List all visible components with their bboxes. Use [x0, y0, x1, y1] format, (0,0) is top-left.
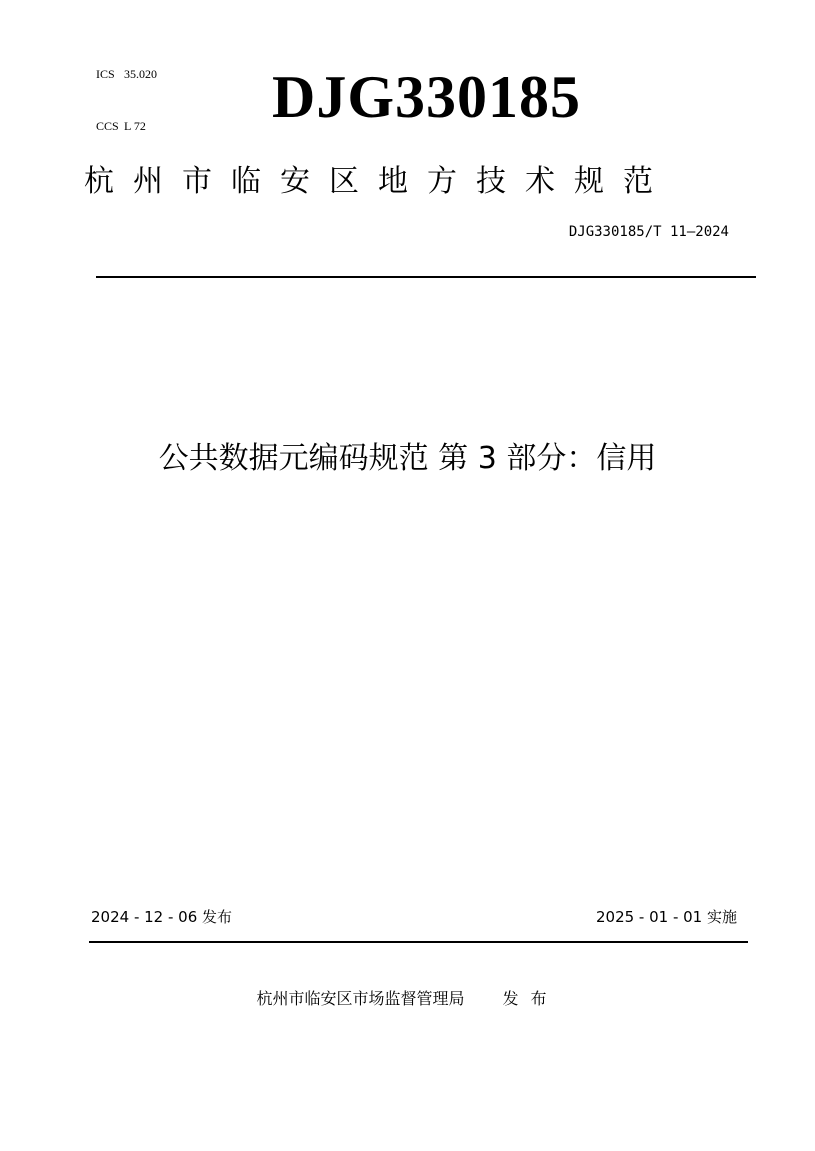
ics-row [96, 67, 157, 89]
standard-category: 杭州市临安区地方技术规范 [84, 164, 672, 199]
publisher-organization: 杭州市临安区市场监督管理局 [256, 989, 465, 1008]
ccs-label: CCS [96, 119, 119, 133]
standard-code: DJG330185 [272, 64, 581, 130]
issue-date: 2024 - 12 - 06 发布 [91, 908, 233, 926]
header-divider [96, 276, 756, 278]
ics-value: 35.020 [124, 67, 157, 81]
document-title: 公共数据元编码规范 第 3 部分：信用 [158, 441, 657, 476]
ccs-value: L 72 [124, 119, 146, 133]
footer-divider [89, 941, 748, 943]
classification-codes [96, 37, 157, 156]
ccs-row [96, 119, 157, 141]
standard-number: DJG330185/T 11—2024 [568, 224, 729, 240]
implementation-date: 2025 - 01 - 01 实施 [595, 908, 737, 926]
publisher-row [0, 987, 815, 1011]
publisher-action: 发布 [502, 989, 559, 1008]
ics-label: ICS [96, 67, 115, 81]
